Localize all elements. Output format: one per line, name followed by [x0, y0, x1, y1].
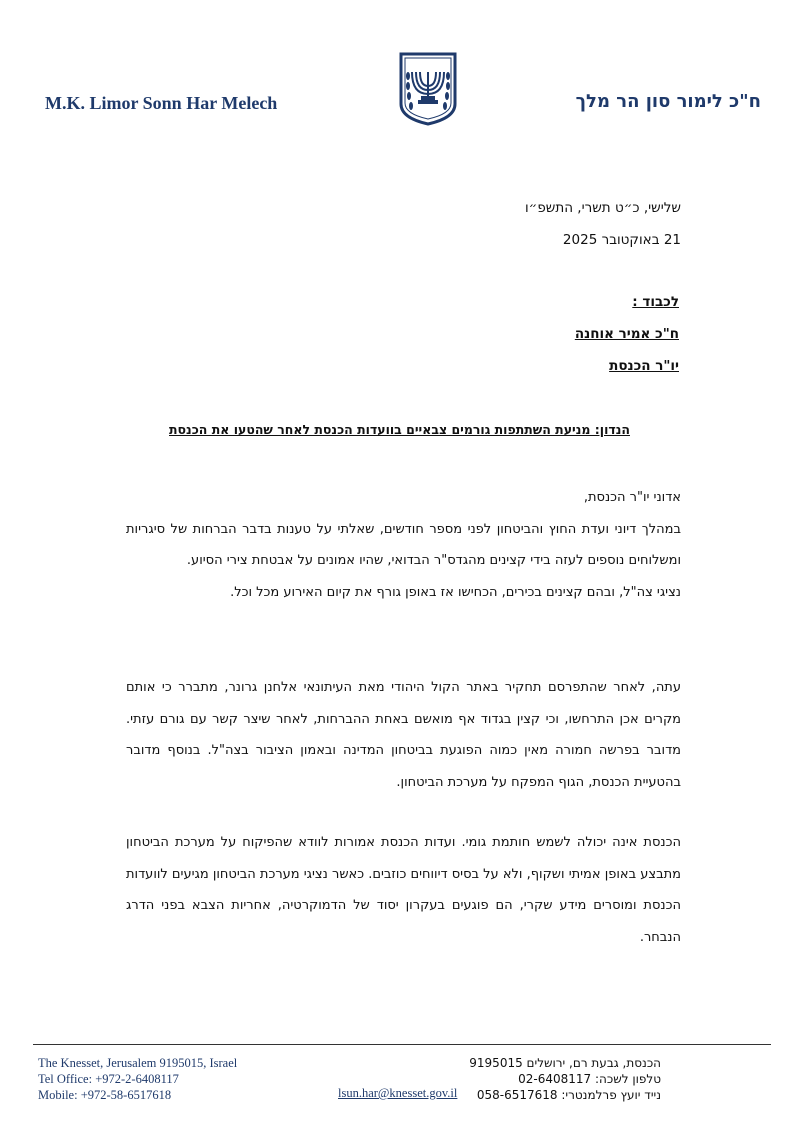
footer-mobile-en: Mobile: +972-58-6517618	[38, 1088, 172, 1102]
body-paragraph-3: עתה, לאחר שהתפרסם תחקיר באתר הקול היהודי מאת העיתונאי אלחנן גרונר, מתברר כי אותם מקרים אכן התרחשו, וכי קצין בגדוד אף מואשם באחת ההברחות, לאחר שיצר קשר עם גורם עזתי. מדובר בפרשה חמורה מאין כמוה הפוגעת בביטחון המדינה ובאמון הציבור בצה"ל. בנוסף מדובר בהטעיית הכנסת, הגוף המפקח על מערכת הביטחון.	[126, 680, 681, 790]
addressee-name: ח"כ אמיר אוחנה	[574, 326, 679, 342]
footer-office-en: Tel Office: +972-2-6408117	[38, 1072, 179, 1086]
body-paragraph-group-1	[126, 482, 681, 608]
hebrew-date: שלישי, כ״ט תשרי, התשפ״ו	[524, 200, 681, 216]
footer-address-he: הכנסת, גבעת רם, ירושלים 9195015	[469, 1056, 661, 1070]
footer-contact-en	[38, 1055, 237, 1103]
menorah-emblem-icon	[399, 52, 457, 126]
addressee-title: יו"ר הכנסת	[609, 358, 679, 374]
body-paragraph-4: הכנסת אינה יכולה לשמש חותמת גומי. ועדות הכנסת אמורות לוודא שהפיקוח על מערכת הביטחון מתבצע באופן אמיתי ושקוף, ולא על בסיס דיווחים כוזבים. כאשר נציגי מערכת הביטחון מגיעים לוועדות הכנסת ומוסרים מידע שקרי, הם פוגעים בעקרון יסוד של הדמוקרטיה, אחריות הצבא בפני הדרג הנבחר.	[126, 835, 681, 945]
header-name-he: ח"כ לימור סון הר מלך	[575, 91, 761, 112]
body-paragraph-1: במהלך דיוני ועדת החוץ והביטחון לפני מספר חודשים, שאלתי על טענות בדבר הברחות של סיגריות ומשלוחים נוספים לעזה בידי קצינים מהגדס"ר הבדואי, שהיו אמונים על אבטחת צירי הסיוע.	[126, 521, 681, 568]
header-name-en: M.K. Limor Sonn Har Melech	[45, 93, 278, 113]
footer-address-en: The Knesset, Jerusalem 9195015, Israel	[38, 1056, 238, 1070]
footer-mobile-he: נייד יועץ פרלמנטרי: 058-6517618	[476, 1088, 661, 1102]
footer-office-he: טלפון לשכה: 02-6408117	[518, 1072, 661, 1086]
footer-divider	[33, 1044, 771, 1045]
addressee-to: לכבוד :	[632, 294, 679, 310]
greeting: אדוני יו"ר הכנסת,	[583, 490, 681, 505]
body-paragraph-2: נציגי צה"ל, ובהם קצינים בכירים, הכחישו אז באופן גורף את קיום האירוע מכל וכל.	[230, 584, 681, 600]
gregorian-date: 21 באוקטובר 2025	[562, 232, 681, 248]
footer-email-link[interactable]: lsun.har@knesset.gov.il	[338, 1086, 458, 1100]
subject-line: הנדון: מניעת השתתפות גורמים צבאיים בוועדות הכנסת לאחר שהטעו את הכנסת	[169, 422, 630, 437]
footer-contact-he	[469, 1055, 661, 1103]
